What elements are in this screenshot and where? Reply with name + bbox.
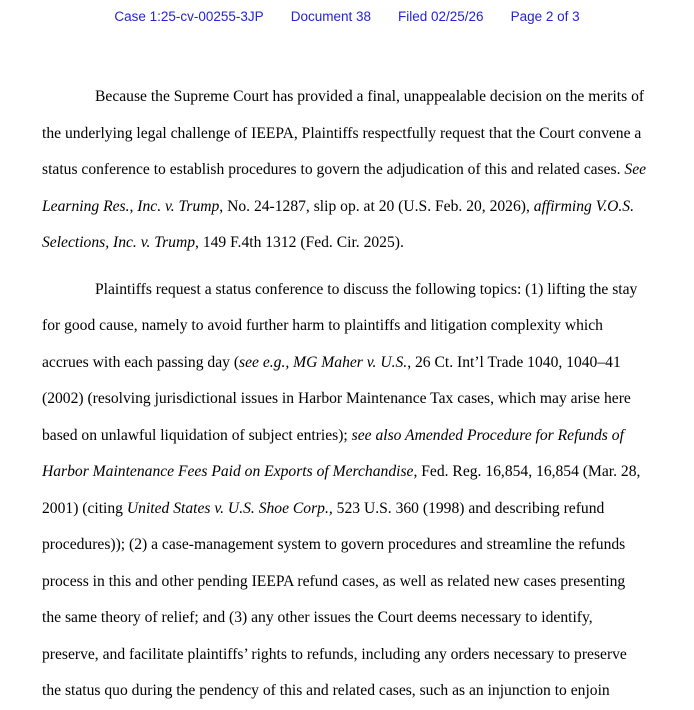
italic-citation-run: See <box>624 161 647 178</box>
text-run: 523 U.S. 360 (1998) and describing refund <box>332 499 605 517</box>
text-line <box>42 637 658 674</box>
cmecf-stamp-header <box>0 8 694 26</box>
document-body <box>0 79 694 710</box>
text-run: , No. 24-1287, slip op. at 20 (U.S. Feb. 20, 2026), <box>219 197 534 215</box>
text-line <box>42 189 658 226</box>
text-run: , Fed. Reg. 16,854, 16,854 (Mar. 28, <box>413 463 641 480</box>
italic-citation-run: Learning Res., Inc. v. Trump <box>42 197 220 215</box>
italic-citation-run: Selections, Inc. v. Trump <box>42 234 196 251</box>
text-run: the status quo during the pendency of this and related cases, such as an injunction to enjoin <box>42 682 610 699</box>
text-run: , 149 F.4th 1312 (Fed. Cir. 2025). <box>195 234 404 251</box>
filed-date: Filed 02/25/26 <box>398 9 484 24</box>
text-run: 2001) (citing <box>42 499 127 517</box>
text-line <box>42 673 658 710</box>
text-run: based on unlawful liquidation of subject entries); <box>42 426 352 444</box>
text-run: status conference to establish procedures to govern the adjudication of this and related cases. <box>42 161 625 178</box>
text-run: accrues with each passing day ( <box>42 353 240 371</box>
text-line <box>42 79 658 116</box>
text-run: the underlying legal challenge of IEEPA, Plaintiffs respectfully request that the Court convene a <box>42 124 642 142</box>
text-line <box>42 564 658 601</box>
text-run: procedures)); (2) a case-management system to govern procedures and streamline the refunds <box>42 536 626 553</box>
text-line <box>42 381 658 418</box>
text-run: Plaintiffs request a status conference to discuss the following topics: (1) lifting the stay <box>95 280 638 298</box>
italic-citation-run: Harbor Maintenance Fees Paid on Exports of Merchandise <box>42 463 414 480</box>
text-line <box>42 308 658 345</box>
text-line <box>42 491 658 528</box>
document-number: Document 38 <box>290 9 371 24</box>
text-line <box>42 116 658 153</box>
paragraph <box>42 79 658 262</box>
text-line <box>42 225 658 262</box>
case-number: Case 1:25-cv-00255-3JP <box>114 9 264 24</box>
text-run: process in this and other pending IEEPA refund cases, as well as related new cases presenting <box>42 572 626 590</box>
italic-citation-run: see e.g., MG Maher v. U.S. <box>239 353 408 371</box>
text-line <box>42 418 658 455</box>
page-number: Page 2 of 3 <box>510 9 580 24</box>
italic-citation-run: United States v. U.S. Shoe Corp., <box>126 499 333 517</box>
text-line <box>42 152 658 189</box>
italic-citation-run: affirming V.O.S. <box>533 197 634 215</box>
text-line <box>42 527 658 564</box>
text-line <box>42 272 658 309</box>
text-run: Because the Supreme Court has provided a final, unappealable decision on the merits of <box>95 88 645 105</box>
text-run: the same theory of relief; and (3) any other issues the Court deems necessary to identify, <box>42 609 593 626</box>
text-run: , 26 Ct. Int’l Trade 1040, 1040–41 <box>407 353 621 371</box>
paragraph <box>42 272 658 710</box>
text-run: for good cause, namely to avoid further harm to plaintiffs and litigation complexity which <box>42 317 603 334</box>
text-run: preserve, and facilitate plaintiffs’ rights to refunds, including any orders necessary to preserve <box>42 645 627 663</box>
text-run: (2002) (resolving jurisdictional issues in Harbor Maintenance Tax cases, which may arise here <box>42 390 631 407</box>
text-line <box>42 345 658 382</box>
text-line <box>42 454 658 491</box>
italic-citation-run: see also Amended Procedure for Refunds of <box>351 426 624 444</box>
text-line <box>42 600 658 637</box>
